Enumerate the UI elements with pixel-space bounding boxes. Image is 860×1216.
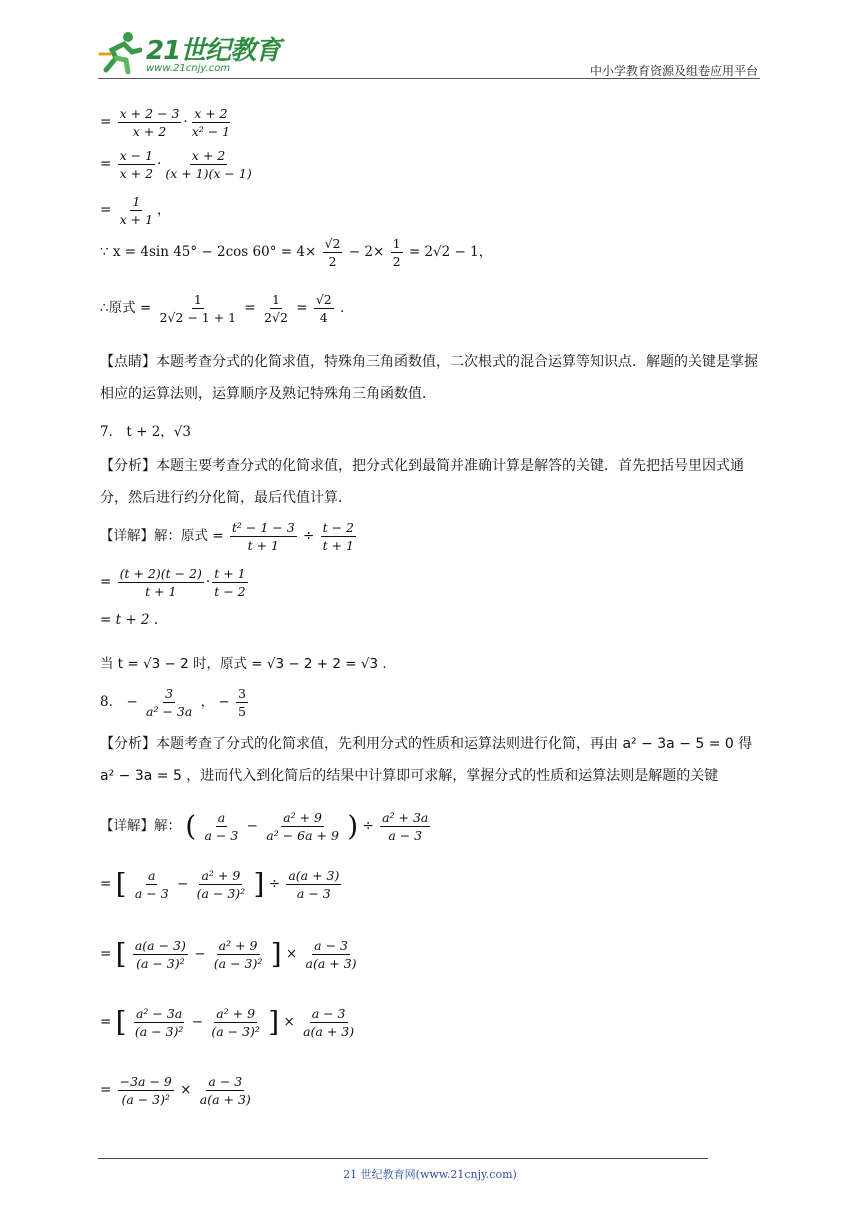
equals-sign: = — [244, 300, 256, 316]
divide-sign: ÷ — [268, 876, 281, 892]
denominator: x + 2 — [132, 124, 167, 139]
numerator: a(a + 3) — [288, 868, 340, 883]
q8-answer — [100, 686, 250, 719]
denominator: t − 2 — [214, 584, 246, 599]
logo-title: 21世纪教育 — [146, 36, 281, 66]
page-header — [98, 30, 758, 80]
numerator: (t + 2)(t − 2) — [119, 566, 202, 581]
numerator: 1 — [392, 236, 401, 251]
fraction — [163, 148, 253, 181]
denominator: 2 — [328, 254, 337, 269]
minus-sign: − — [194, 946, 206, 962]
times-sign: × — [283, 1014, 295, 1030]
numerator: 1 — [271, 292, 280, 307]
formula-line-2: = $\frac{x - 1}{x + 2}$ · $\frac{x + 2}{(x + 1)(x - 1)}$ — [100, 148, 252, 181]
logo-url: www.21cnjy.com — [146, 63, 231, 74]
numerator: a² + 3a — [382, 810, 429, 825]
formula-line-5 — [100, 292, 344, 325]
fraction — [236, 686, 248, 719]
numerator: a − 3 — [208, 1074, 243, 1089]
denominator: a − 3 — [388, 828, 423, 843]
numerator: 1 — [193, 292, 202, 307]
denominator: a(a + 3) — [303, 1024, 355, 1039]
fraction — [118, 566, 204, 599]
equals-sign: = — [100, 946, 112, 962]
numerator: a − 3 — [311, 1006, 346, 1021]
q8-analysis: 【分析】本题考查了分式的化简求值，先利用分式的性质和运算法则进行化简，再由 a² − 3a − 5 = 0 得 a² − 3a = 5 ，进而代入到化简后的结果中计算即可求解，掌握分式的性质和运算法则是解题的关键 — [100, 736, 753, 784]
fraction — [314, 292, 334, 325]
denominator: 2√2 − 1 + 1 — [159, 310, 237, 325]
minus-sign: − — [176, 876, 189, 892]
numerator: 3 — [238, 686, 246, 701]
q7-solution-line-4: 当 t = √3 − 2 时，原式 = √3 − 2 + 2 = √3 . — [100, 656, 387, 672]
fraction — [203, 810, 241, 843]
equals-sign: = — [100, 114, 112, 130]
formula-line-3 — [100, 194, 171, 227]
denominator: (a − 3)² — [121, 1092, 171, 1107]
numerator: x + 2 — [191, 148, 226, 163]
divide-sign: ÷ — [362, 818, 374, 834]
fraction — [158, 292, 239, 325]
fraction — [198, 1074, 253, 1107]
denominator: t + 1 — [247, 538, 279, 553]
fraction — [190, 106, 232, 139]
numerator: a(a − 3) — [134, 938, 186, 953]
denominator: a − 3 — [134, 886, 169, 901]
fraction — [118, 106, 182, 139]
solution-label: 【详解】解：原式 = — [100, 528, 224, 544]
equals-sign: = — [100, 876, 112, 892]
fraction — [391, 236, 403, 269]
fraction — [209, 1006, 262, 1039]
platform-name: 中小学教育资源及组卷应用平台 — [589, 64, 758, 78]
denominator: 4 — [319, 310, 328, 325]
numerator: a² + 9 — [218, 938, 258, 953]
numerator: 1 — [132, 194, 141, 209]
left-bracket: [ — [115, 937, 127, 971]
numerator: x + 2 — [194, 106, 228, 121]
fraction — [144, 686, 194, 719]
q7-solution-line-2: = $\frac{(t + 2)(t - 2)}{t + 1}$ · $\frac{t + 1}{t - 2}$ — [100, 566, 246, 599]
fraction — [118, 1074, 174, 1107]
denominator: x + 2 — [119, 166, 154, 181]
numerator: √2 — [315, 292, 332, 307]
denominator: (a − 3)² — [211, 1024, 260, 1039]
fraction — [262, 292, 290, 325]
right-bracket: ] — [253, 867, 265, 901]
numerator: a — [217, 810, 226, 825]
fraction — [230, 520, 297, 553]
solution-label: 【详解】解： — [100, 818, 181, 834]
q7-analysis: 【分析】本题主要考查分式的化简求值，把分式化到最简并准确计算是解答的关键．首先把括号里因式通分，然后进行约分化简，最后代值计算． — [100, 458, 744, 506]
fraction — [212, 566, 247, 599]
runner-logo-icon — [98, 30, 142, 74]
comma: ， — [157, 202, 171, 218]
denominator: (a − 3)² — [213, 956, 263, 971]
fraction — [118, 194, 155, 227]
numerator: a — [148, 868, 156, 883]
numerator: a² + 9 — [283, 810, 323, 825]
equals-sign: = — [100, 1014, 112, 1030]
denominator: x + 1 — [119, 212, 154, 227]
fraction — [301, 1006, 356, 1039]
right-bracket: ] — [270, 937, 282, 971]
fraction — [323, 236, 343, 269]
denominator: 2√2 — [264, 310, 288, 325]
left-bracket: [ — [115, 1005, 127, 1039]
fraction — [380, 810, 430, 843]
expression-text: − 2× — [348, 244, 385, 260]
denominator: a(a + 3) — [199, 1092, 251, 1107]
denominator: (a − 3)² — [134, 1024, 184, 1039]
left-bracket: [ — [115, 867, 127, 901]
denominator: a − 3 — [296, 886, 331, 901]
times-sign: × — [180, 1082, 192, 1098]
fraction — [264, 810, 341, 843]
fraction — [321, 520, 356, 553]
equals-sign: = — [100, 574, 112, 590]
times-sign: × — [285, 946, 298, 962]
expression-text: ∵ x = 4sin 45° − 2cos 60° = 4× — [100, 244, 317, 260]
numerator: √2 — [324, 236, 341, 251]
denominator: t + 1 — [145, 584, 177, 599]
denominator: (a − 3)² — [136, 956, 185, 971]
denominator: a(a + 3) — [305, 956, 357, 971]
dianjing-paragraph: 【点睛】本题考查分式的化简求值，特殊角三角函数值，二次根式的混合运算等知识点．解题的关键是掌握相应的运算法则，运算顺序及熟记特殊角三角函数值． — [100, 354, 758, 402]
period: . — [340, 300, 345, 316]
footer-divider — [98, 1158, 708, 1159]
minus-sign: − — [191, 1014, 204, 1030]
q7-answer: 7． t + 2，√3 — [100, 424, 191, 440]
denominator: (x + 1)(x − 1) — [165, 166, 252, 181]
right-paren: ) — [347, 809, 359, 843]
equals-sign: = — [100, 202, 112, 218]
denominator: a² − 3a — [146, 704, 193, 719]
header-divider — [98, 78, 760, 79]
divide-sign: ÷ — [302, 528, 315, 544]
numerator: t − 2 — [322, 520, 354, 535]
numerator: x − 1 — [119, 148, 154, 163]
numerator: t² − 1 − 3 — [231, 520, 295, 535]
numerator: a² + 9 — [216, 1006, 256, 1021]
formula-line-1: = $\frac{x + 2 - 3}{x + 2}$ · $\frac{x + 2}{\text{x² − 1}}$ — [100, 106, 231, 139]
expression-text: ∴原式 = — [100, 300, 152, 316]
expression-text: = 2√2 − 1， — [408, 244, 493, 260]
numerator: −3a − 9 — [119, 1074, 172, 1089]
numerator: a − 3 — [314, 938, 348, 953]
q8-solution-line-3 — [100, 938, 361, 971]
left-paren: ( — [185, 809, 197, 843]
minus-sign: − — [246, 818, 258, 834]
numerator: a² − 3a — [135, 1006, 183, 1021]
equals-sign: = — [296, 300, 308, 316]
denominator: 2 — [392, 254, 401, 269]
separator: ， − — [200, 694, 230, 710]
q8-solution-line-4 — [100, 1006, 358, 1039]
logo — [98, 30, 280, 74]
denominator: (a − 3)² — [196, 886, 246, 901]
fraction — [133, 1006, 186, 1039]
fraction — [118, 148, 155, 181]
fraction — [133, 938, 188, 971]
formula-line-4 — [100, 236, 492, 269]
numerator: 3 — [165, 686, 174, 701]
numerator: a² + 9 — [201, 868, 241, 883]
fraction — [133, 868, 171, 901]
equals-sign: = — [100, 156, 112, 172]
q8-solution-line-2 — [100, 868, 343, 901]
fraction — [212, 938, 265, 971]
fraction — [195, 868, 248, 901]
denominator: a − 3 — [204, 828, 239, 843]
denominator: x² − 1 — [191, 124, 231, 139]
fraction — [304, 938, 359, 971]
numerator: x + 2 − 3 — [119, 106, 180, 121]
q7-solution-line-1 — [100, 520, 358, 553]
q7-solution-line-3: = t + 2 . — [100, 612, 159, 628]
numerator: t + 1 — [214, 566, 246, 581]
q8-solution-line-5 — [100, 1074, 255, 1107]
fraction — [286, 868, 341, 901]
footer-text: 21 世纪教育网(www.21cnjy.com) — [343, 1168, 517, 1181]
answer-label: 8． − — [100, 694, 138, 710]
equals-sign: = — [100, 1082, 112, 1098]
denominator: a² − 6a + 9 — [266, 828, 339, 843]
q8-solution-line-1 — [100, 810, 432, 843]
denominator: 5 — [238, 704, 246, 719]
denominator: t + 1 — [322, 538, 354, 553]
right-bracket: ] — [268, 1005, 280, 1039]
